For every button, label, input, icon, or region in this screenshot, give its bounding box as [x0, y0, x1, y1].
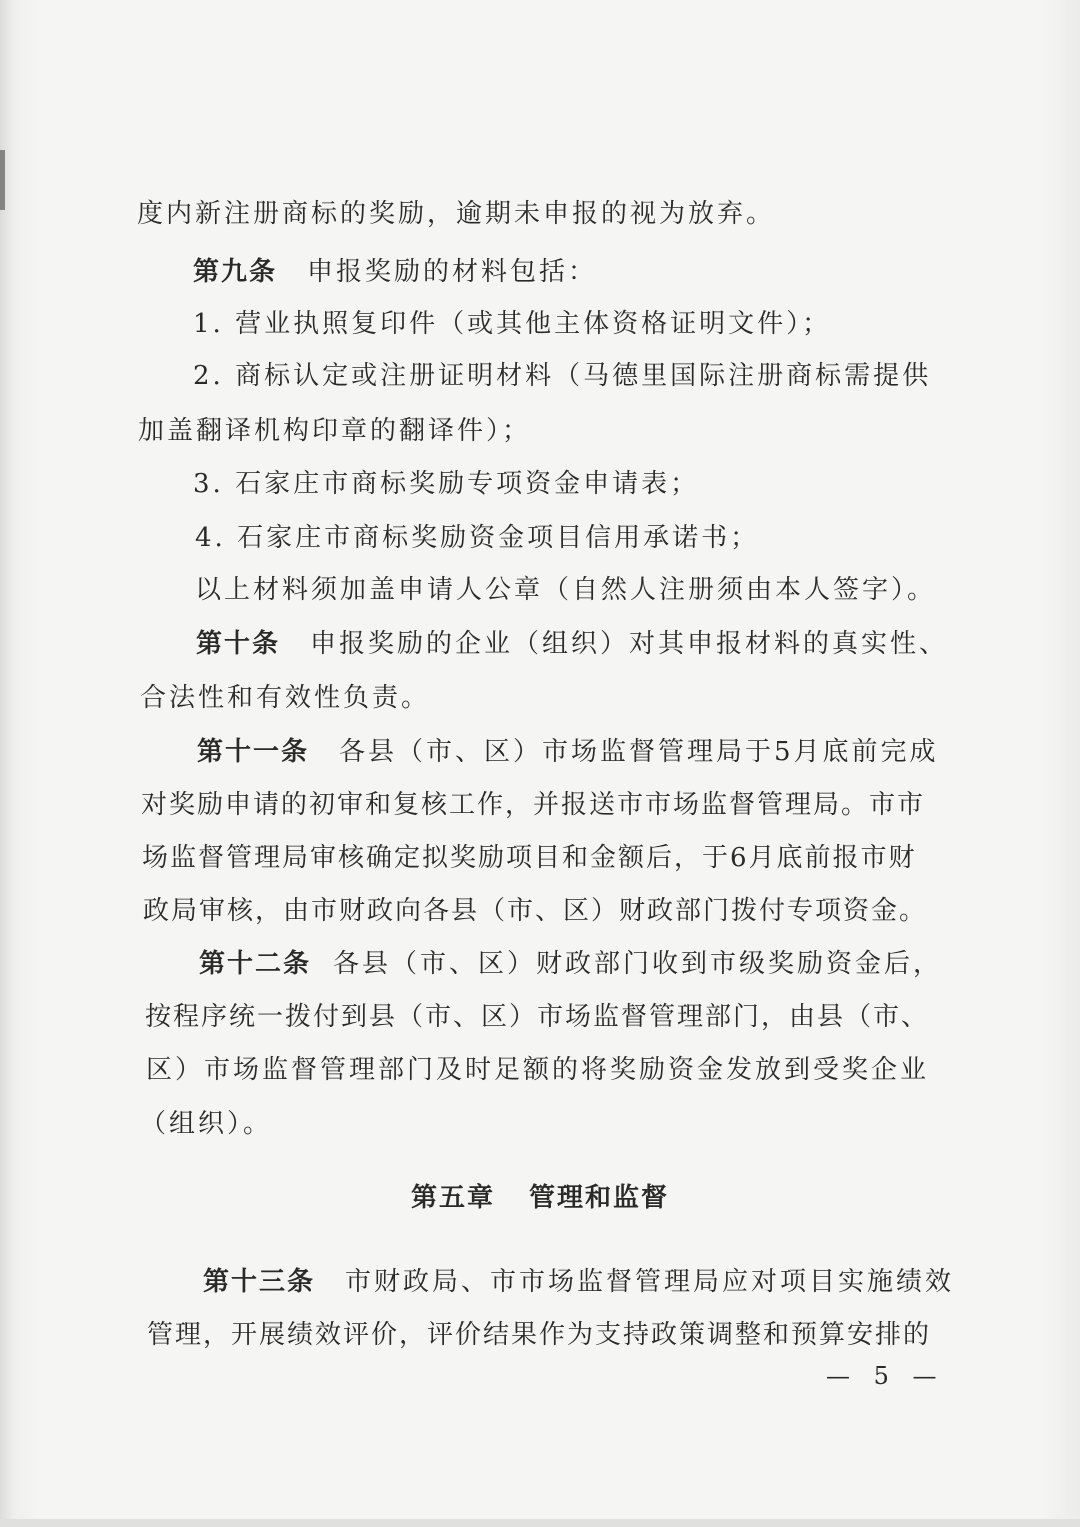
article-11: [197, 734, 939, 770]
article-13: [203, 1264, 954, 1300]
text-line: [146, 1052, 929, 1088]
text-line: [195, 572, 936, 608]
article-label: 第九条: [193, 257, 278, 287]
article-10: [196, 626, 948, 662]
line-text: 政局审核，由市财政向各县（市、区）财政部门拨付专项资金。: [143, 896, 928, 926]
line-text: 度内新注册商标的奖励，逾期未申报的视为放弃。: [137, 199, 776, 229]
line-text: 合法性和有效性负责。: [140, 683, 431, 713]
text-line: [145, 999, 929, 1035]
text-line: [193, 358, 931, 394]
chapter-label: 第五章: [410, 1183, 495, 1213]
text-line: [195, 520, 759, 556]
line-text: 对奖励申请的初审和复核工作，并报送市市场监督管理局。市市: [141, 790, 926, 820]
text-line: [140, 680, 430, 716]
line-text: 按程序统一拨付到县（市、区）市场监督管理部门，由县（市、: [145, 1002, 930, 1032]
article-label: 第十二条: [199, 949, 312, 979]
line-text: 场监督管理局审核确定拟奖励项目和金额后，于6月底前报市财: [142, 843, 917, 873]
text-line: [140, 1106, 272, 1142]
line-text: 管理，开展绩效评价，评价结果作为支持政策调整和预算安排的: [147, 1320, 932, 1350]
text-line: [141, 787, 925, 823]
line-text: 区）市场监督管理部门及时足额的将奖励资金发放到受奖企业: [146, 1055, 930, 1085]
line-text: 加盖翻译机构印章的翻译件）；: [138, 416, 532, 446]
page-number: — 5 —: [826, 1362, 945, 1390]
text-line: [193, 306, 831, 342]
chapter-title: 管理和监督: [529, 1183, 670, 1213]
article-text: 各县（市、区）财政部门收到市级奖励资金后，: [333, 949, 943, 979]
line-text: （组织）。: [140, 1109, 273, 1139]
article-text: 市财政局、市市场监督管理局应对项目实施绩效: [345, 1267, 955, 1297]
chapter-heading: [0, 1180, 1080, 1216]
line-text: 2. 商标认定或注册证明材料（马德里国际注册商标需提供: [193, 361, 932, 391]
text-line: [143, 893, 927, 929]
line-text: 1. 营业执照复印件（或其他主体资格证明文件）；: [193, 309, 832, 339]
line-text: 3. 石家庄市商标奖励专项资金申请表；: [193, 469, 700, 499]
article-text: 申报奖励的材料包括：: [307, 257, 598, 287]
article-9: [193, 254, 597, 290]
line-text: 以上材料须加盖申请人公章（自然人注册须由本人签字）。: [195, 575, 937, 605]
article-label: 第十一条: [197, 737, 310, 767]
text-line: [193, 466, 699, 502]
article-text: 申报奖励的企业（组织）对其申报材料的真实性、: [310, 629, 949, 659]
scan-edge-mark: [0, 150, 5, 210]
text-line: [147, 1317, 931, 1353]
article-text: 各县（市、区）市场监督管理局于5月底前完成: [339, 737, 939, 767]
text-line: [142, 840, 917, 876]
text-line: [137, 196, 775, 232]
line-text: 4. 石家庄市商标奖励资金项目信用承诺书；: [195, 523, 760, 553]
article-label: 第十条: [196, 629, 281, 659]
scan-bottom-edge: [0, 1519, 1080, 1527]
text-line: [138, 413, 531, 449]
article-label: 第十三条: [203, 1267, 316, 1297]
article-12: [199, 946, 942, 982]
